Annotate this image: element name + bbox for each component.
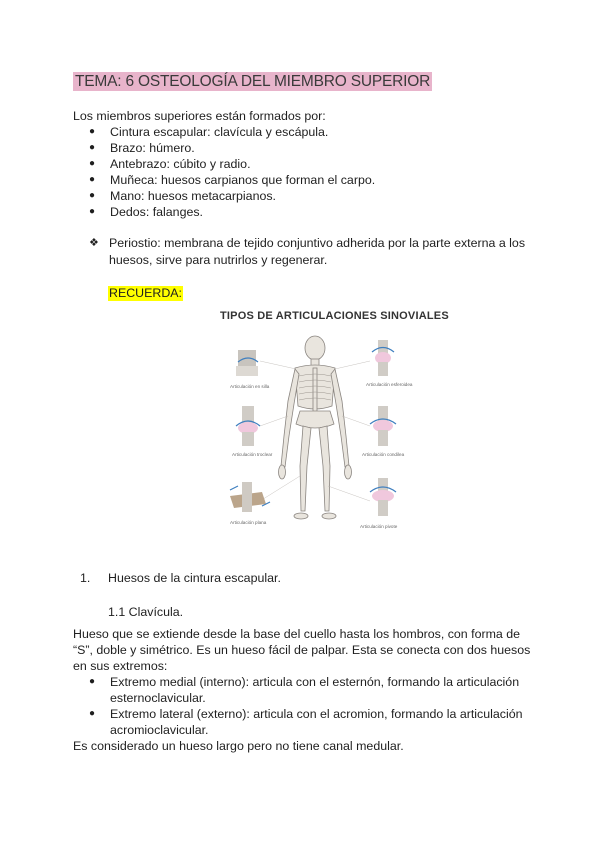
synovial-joints-figure	[200, 306, 449, 538]
recuerda-highlight: RECUERDA:	[109, 286, 182, 300]
bullet-icon: ●	[89, 174, 96, 185]
svg-text:Articulación en silla: Articulación en silla	[230, 384, 270, 389]
bullet-icon: ●	[89, 206, 96, 217]
clavicula-description: Hueso que se extiende desde la base del cuello hasta los hombros, con forma de “S”, doble y simétrico. Es un hueso fácil de palpar. Esta se conecta con dos huesos en sus extremos:	[73, 627, 531, 673]
page-title: TEMA: 6 OSTEOLOGÍA DEL MIEMBRO SUPERIOR	[75, 73, 431, 90]
bullet-icon: ●	[89, 676, 96, 687]
subsection-title: 1.1 Clavícula.	[108, 605, 184, 619]
saddle-joint-icon	[236, 350, 258, 376]
figure-title: TIPOS DE ARTICULACIONES SINOVIALES	[220, 310, 449, 322]
pivot-joint-icon	[370, 478, 396, 516]
document-page: TEMA: 6 OSTEOLOGÍA DEL MIEMBRO SUPERIOR Los miembros superiores están formados por: ● Cintura escapular: clavícula y escápula. ● Brazo: húmero. ● Antebrazo: cúbito y radio. ● Muñeca: huesos carpianos que forman el carpo. ● Mano: huesos metacarpianos. ● Dedos: falanges. ❖ Periostio: membrana de tejido conjuntivo adherida por la parte externa a los huesos, sirve para nutrirlos y regenerar. RECUERDA: TIPOS DE ARTICULACIONES SINOVIALES Articulación en silla Articulación troclear Articulación plana Articulación esferoidea Articulación condilea Articulación pivote 1. Huesos de la cintura escapular. 1.1 Clavícula. Hueso que se extiende desde la base del cuello hasta los hombros, con forma de “S”, doble y simétrico. Es un hueso fácil de palpar. Esta se conecta con dos huesos en sus extremos: ● Extremo medial (interno): articula con el esternón, formando la articulación esternoclavicular. ● Extremo lateral (externo): articula con el acromion, formando la articulación acromioclavicular. Es considerado un hueso largo pero no tiene canal medular.	[0, 0, 600, 848]
svg-text:Articulación condilea: Articulación condilea	[362, 452, 405, 457]
conclusion-text: Es considerado un hueso largo pero no tiene canal medular.	[73, 739, 404, 753]
svg-text:Articulación troclear: Articulación troclear	[232, 452, 273, 457]
bullet-icon: ●	[89, 158, 96, 169]
intro-text: Los miembros superiores están formados por:	[73, 109, 326, 123]
bullet-icon: ●	[89, 708, 96, 719]
section-title: Huesos de la cintura escapular.	[108, 571, 281, 585]
svg-text:Articulación pivote: Articulación pivote	[360, 524, 398, 529]
section-number: 1.	[80, 571, 91, 585]
svg-text:Articulación plana: Articulación plana	[230, 520, 267, 525]
hinge-joint-icon	[236, 406, 260, 446]
bullet-icon: ●	[89, 190, 96, 201]
condyloid-joint-icon	[370, 406, 396, 446]
svg-text:Articulación esferoidea: Articulación esferoidea	[366, 382, 413, 387]
bullet-icon: ●	[89, 126, 96, 137]
bullet-icon: ●	[89, 142, 96, 153]
periostio-note: Periostio: membrana de tejido conjuntivo adherida por la parte externa a los huesos, sirve para nutrirlos y regenerar.	[109, 236, 526, 267]
plane-joint-icon	[230, 482, 270, 512]
ball-socket-joint-icon	[372, 340, 394, 376]
diamond-bullet-icon: ❖	[89, 237, 99, 249]
skeleton-illustration	[200, 306, 440, 538]
